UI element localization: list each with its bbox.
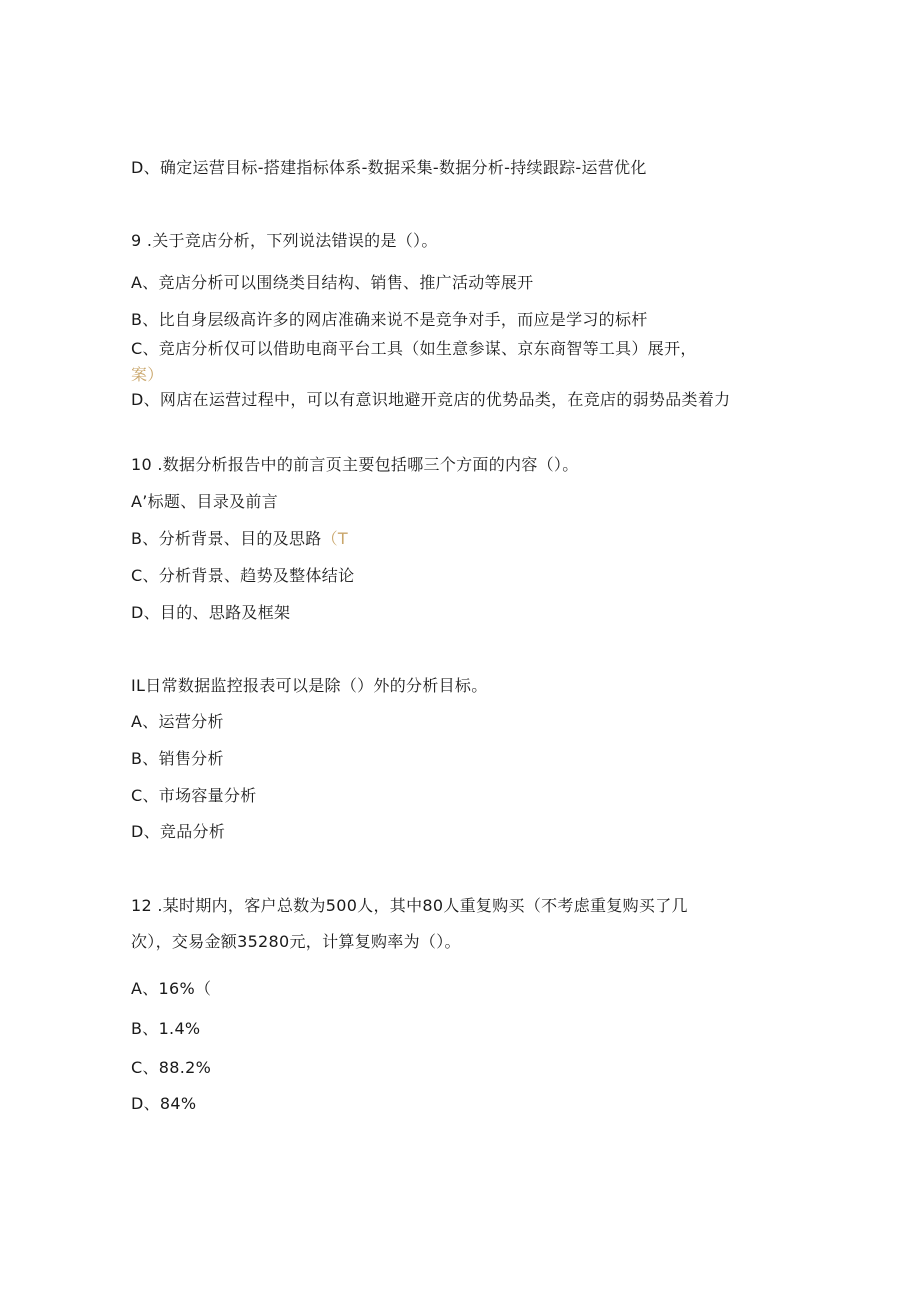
q8-option-d: D、确定运营目标-搭建指标体系-数据采集-数据分析-持续跟踪-运营优化	[131, 158, 647, 177]
q9-option-d: D、网店在运营过程中，可以有意识地避开竞店的优势品类，在竞店的弱势品类着力	[131, 390, 731, 409]
q9-option-c-mark: 案）	[131, 365, 164, 384]
q12-option-c: C、88.2%	[131, 1058, 212, 1077]
q9-option-a: A、竞店分析可以围绕类目结构、销售、推广活动等展开	[131, 273, 534, 292]
q12-option-a: A、16%（	[131, 979, 212, 998]
q10-option-d: D、目的、思路及框架	[131, 603, 291, 622]
q10-option-c: C、分析背景、趋势及整体结论	[131, 566, 355, 585]
q10-option-a: A’标题、目录及前言	[131, 492, 279, 511]
q9-stem: 9 .关于竞店分析，下列说法错误的是（）。	[131, 231, 438, 250]
q10-option-b	[131, 529, 348, 549]
q10-option-b-text: B、分析背景、目的及思路	[131, 529, 322, 548]
q11-stem: IL日常数据监控报表可以是除（）外的分析目标。	[131, 676, 488, 695]
q11-option-c: C、市场容量分析	[131, 786, 257, 805]
q11-option-b: B、销售分析	[131, 749, 224, 768]
q12-option-d: D、84%	[131, 1094, 197, 1113]
q12-stem-line1: 12 .某时期内，客户总数为500人，其中80人重复购买（不考虑重复购买了几	[131, 896, 688, 915]
q10-stem: 10 .数据分析报告中的前言页主要包括哪三个方面的内容（）。	[131, 455, 579, 474]
q11-option-a: A、运营分析	[131, 712, 224, 731]
q12-stem-line2: 次），交易金额35280元，计算复购率为（）。	[131, 932, 461, 951]
q12-option-b: B、1.4%	[131, 1019, 201, 1038]
q9-option-c: C、竞店分析仅可以借助电商平台工具（如生意参谋、京东商智等工具）展开，	[131, 339, 697, 358]
q9-option-b: B、比自身层级高许多的网店准确来说不是竞争对手，而应是学习的标杆	[131, 310, 648, 329]
q11-option-d: D、竞品分析	[131, 822, 226, 841]
q10-option-b-mark: （T	[321, 529, 348, 548]
